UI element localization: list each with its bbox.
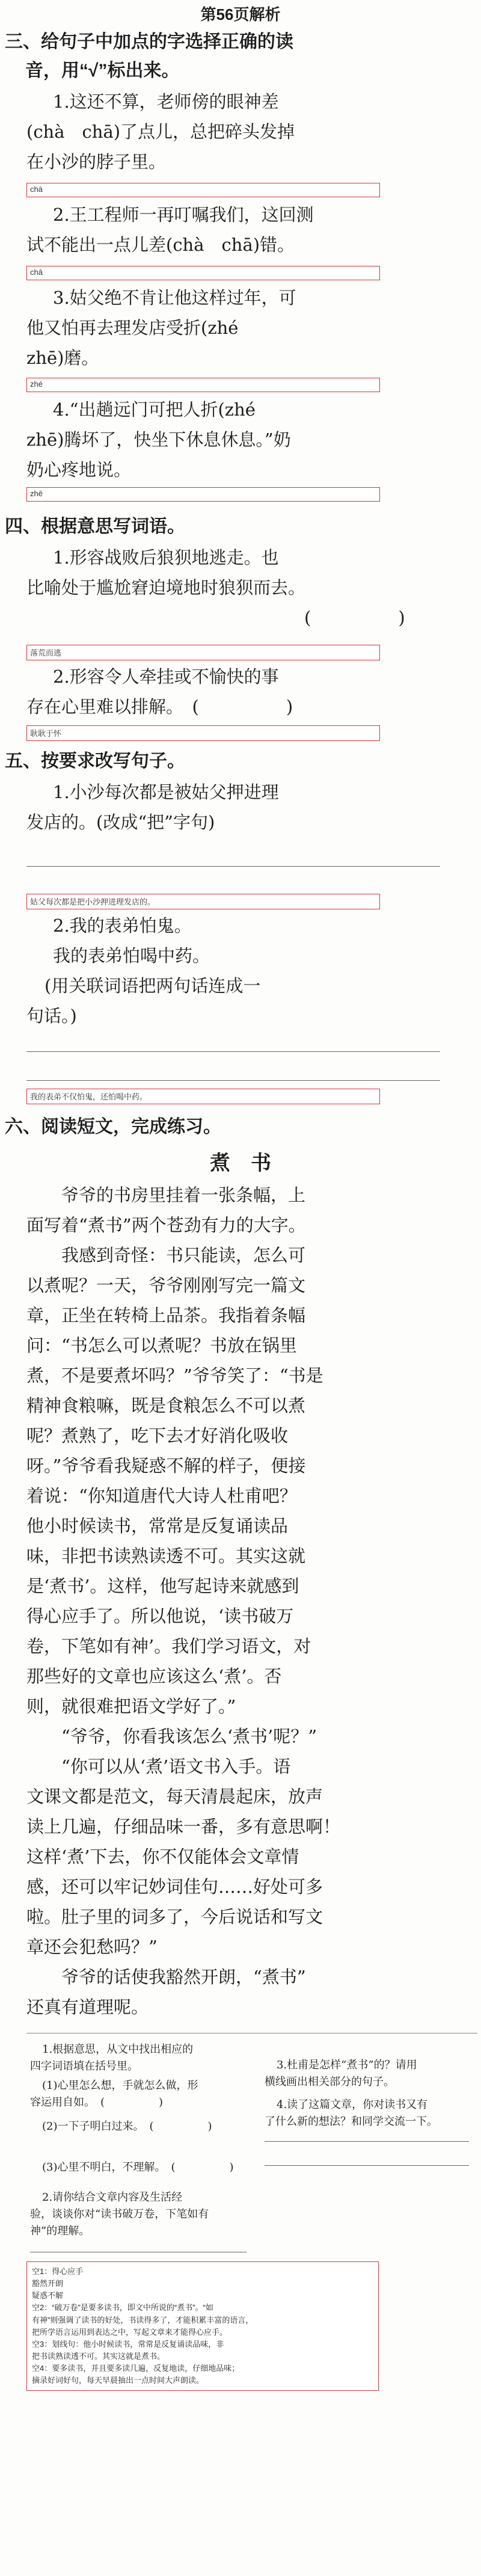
answer-box: 我的表弟不仅怕鬼，还怕喝中药。 <box>26 1089 380 1104</box>
passage-line: 呢？煮熟了，吃下去才好消化吸收 <box>26 1425 289 1446</box>
answer-line <box>26 866 440 867</box>
answer-box: zhé <box>26 378 380 392</box>
passage-line: “爷爷，你看我该怎么‘煮书’呢？” <box>26 1726 317 1747</box>
question-text: zhē)磨。 <box>26 348 99 368</box>
question-2: 2.请你结合文章内容及生活经 <box>42 2191 183 2204</box>
section-5-heading: 五、按要求改写句子。 <box>5 751 185 771</box>
passage-line: 煮，不是要煮坏吗？”爷爷笑了：“书是 <box>26 1365 323 1386</box>
passage-line: 则，就很难把语文学好了。” <box>26 1696 236 1717</box>
section-6-heading: 六、阅读短文，完成练习。 <box>5 1117 221 1137</box>
answer-box: 姑父每次都是把小沙押进理发店的。 <box>26 894 380 909</box>
passage-line: 问：“书怎么可以煮呢？书放在锅里 <box>26 1335 297 1356</box>
answer-key-line: 空3：划线句：他小时候读书，常常是反复诵读品味，非 <box>32 2339 224 2349</box>
section-3-heading: 三、给句子中加点的字选择正确的读 <box>5 32 293 52</box>
answer-box: 耿耿于怀 <box>26 725 380 741</box>
answer-key-line: 把所学语言运用到表达之中，写起文章来才能得心应手。 <box>32 2327 228 2337</box>
passage-line: 那些好的文章也应该这么‘煮’。否 <box>26 1666 282 1686</box>
passage-line: 得心应手了。所以他说，‘读书破万 <box>26 1606 294 1626</box>
passage-line: 感，还可以牢记妙词佳句……好处可多 <box>26 1877 323 1897</box>
question-4: 了什么新的想法？和同学交流一下。 <box>265 2115 438 2128</box>
passage-line: 读上几遍，仔细品味一番，多有意思啊！ <box>26 1816 341 1837</box>
passage-line: 还真有道理呢。 <box>26 1997 149 2017</box>
question-2: 神”的理解。 <box>30 2225 90 2237</box>
question-text: 1.这还不算，老师傍的眼神差 <box>53 91 279 112</box>
answer-key-box <box>26 2261 379 2391</box>
question-text: 3.姑父绝不肯让他这样过年，可 <box>53 287 296 308</box>
passage-line: 以煮呢？一天，爷爷刚刚写完一篇文 <box>26 1275 306 1296</box>
answer-box: 落荒而逃 <box>26 645 380 660</box>
passage-line: 爷爷的话使我豁然开朗，“煮书” <box>26 1967 306 1987</box>
question-text: 2.王工程师一再叮嘱我们，这回测 <box>53 204 314 225</box>
question-1-sub: 容运用自如。 ( ) <box>30 2096 164 2109</box>
question-1-intro: 四字词语填在括号里。 <box>30 2060 138 2073</box>
answer-key-line: 疑惑不解 <box>32 2291 64 2301</box>
passage-line: 啦。肚子里的词多了，今后说话和写文 <box>26 1907 323 1927</box>
question-text: 1.形容战败后狼狈地逃走。也 <box>53 547 279 568</box>
passage-line: 我感到奇怪：书只能读，怎么可 <box>26 1245 306 1265</box>
answer-key-line: 空2：“破万卷”是要多读书，即文中所说的“煮书”。“如 <box>32 2303 213 2313</box>
question-text: 发店的。(改成“把”字句) <box>26 812 215 832</box>
question-3: 3.杜甫是怎样“煮书”的？请用 <box>277 2059 417 2071</box>
passage-line: 这样‘煮’下去，你不仅能体会文章情 <box>26 1846 299 1867</box>
section-3-heading-cont: 音，用“√”标出来。 <box>25 61 180 81</box>
answer-key-line: 豁然开朗 <box>32 2279 64 2289</box>
passage-line: 爷爷的书房里挂着一张条幅，上 <box>26 1185 306 1205</box>
question-2: 验，谈谈你对“读书破万卷，下笔如有 <box>30 2208 209 2221</box>
question-text: 他又怕再去理发店受折(zhé <box>26 318 239 338</box>
passage-line: 章还会犯愁吗？” <box>26 1937 158 1957</box>
answer-key-line: 把书读熟读透不可。其实这就是煮书。 <box>32 2351 165 2361</box>
page-title: 第56页解析 <box>200 5 281 23</box>
question-text: 句话。) <box>26 1006 77 1026</box>
answer-key-line: 空4：要多读书，并且要多读几遍，反复地读，仔细地品味； <box>32 2364 240 2373</box>
answer-box: zhē <box>26 487 380 502</box>
answer-box: chà <box>26 183 380 197</box>
passage-line: 是‘煮书’。这样，他写起诗来就感到 <box>26 1576 299 1596</box>
passage-line: 呀。”爷爷看我疑惑不解的样子，便接 <box>26 1456 306 1476</box>
section-4-heading: 四、根据意思写词语。 <box>5 517 185 536</box>
question-text: zhē)腾坏了，快坐下休息休息。”奶 <box>26 429 291 450</box>
answer-paren: ( ) <box>304 607 405 628</box>
question-1-sub: (3)心里不明白，不理解。 ( ) <box>42 2161 234 2174</box>
question-text: 我的表弟怕喝中药。 <box>53 945 210 966</box>
answer-line <box>26 1051 440 1052</box>
answer-box: chā <box>26 266 380 280</box>
passage-line: 面写着“煮书”两个苍劲有力的大字。 <box>26 1215 306 1235</box>
question-text: 2.我的表弟怕鬼。 <box>53 915 192 936</box>
question-1-sub: (1)心里怎么想，手就怎么做，形 <box>42 2079 198 2092</box>
question-text: 4.“出趟远门可把人折(zhé <box>53 399 256 420</box>
passage-line: 着说：“你知道唐代大诗人杜甫吧？ <box>26 1486 297 1506</box>
answer-line <box>26 1080 440 1081</box>
question-text: (用关联词语把两句话连成一 <box>44 976 261 996</box>
answer-key-line: 空1：得心应手 <box>32 2267 84 2276</box>
answer-line <box>265 2141 469 2142</box>
question-text: 1.小沙每次都是被姑父押进理 <box>53 782 279 802</box>
passage-line: 文课文都是范文，每天清晨起床，放声 <box>26 1786 323 1807</box>
passage-line: 章，正坐在转椅上品茶。我指着条幅 <box>26 1305 306 1326</box>
question-1-sub: (2)一下子明白过来。 ( ) <box>42 2120 212 2133</box>
question-text: (chà chā)了点儿，总把碎头发掉 <box>26 121 295 142</box>
question-text: 试不能出一点儿差(chà chā)错。 <box>26 235 295 255</box>
answer-key-line: 摘录好词好句，每天早晨抽出一点时间大声朗读。 <box>32 2376 204 2385</box>
question-text: 在小沙的脖子里。 <box>26 152 167 172</box>
question-text: 2.形容令人牵挂或不愉快的事 <box>53 666 279 687</box>
question-text: 比喻处于尴尬窘迫境地时狼狈而去。 <box>26 577 306 598</box>
passage-line: 精神食粮嘛，既是食粮怎么不可以煮 <box>26 1395 306 1416</box>
passage-line: 他小时候读书，常常是反复诵读品 <box>26 1516 289 1536</box>
answer-key-line: 有神”则强调了读书的好处，书读得多了，才能积累丰富的语言， <box>32 2315 254 2325</box>
question-1-intro: 1.根据意思，从文中找出相应的 <box>42 2043 194 2056</box>
passage-line: 味，非把书读熟读透不可。其实这就 <box>26 1546 306 1566</box>
passage <box>26 1180 459 2022</box>
question-text: 存在心里难以排解。 ( ) <box>26 696 293 717</box>
passage-line: 卷，下笔如有神’。我们学习语文，对 <box>26 1636 311 1656</box>
question-4: 4.读了这篇文章，你对读书又有 <box>277 2098 428 2111</box>
question-text: 奶心疼地说。 <box>26 460 132 480</box>
question-3: 横线画出相关部分的句子。 <box>265 2076 394 2088</box>
passage-line: “你可以从‘煮’语文书入手。语 <box>26 1756 291 1777</box>
passage-title: 煮 书 <box>210 1151 271 1175</box>
answer-line <box>265 2165 469 2166</box>
